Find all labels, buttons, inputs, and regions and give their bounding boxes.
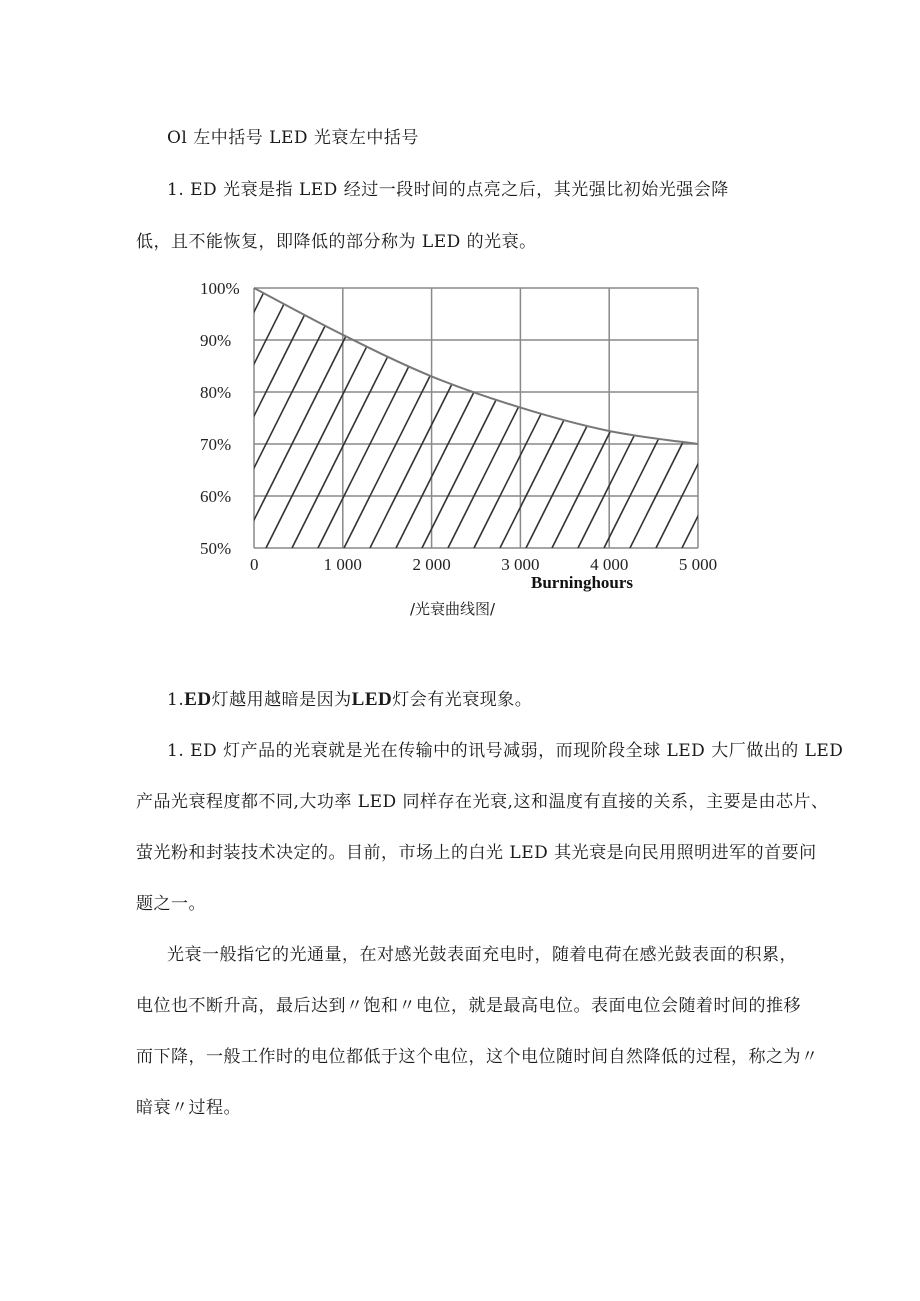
x-axis-label: Burninghours	[531, 573, 634, 592]
hatch-line	[196, 276, 202, 548]
paragraph-3-line-2: 产品光衰程度都不同,大功率 LED 同样存在光衰,这和温度有直接的关系，主要是由芯片、	[136, 792, 829, 812]
x-tick-label: 0	[250, 555, 259, 574]
paragraph-4-line-1: 光衰一般指它的光通量，在对感光鼓表面充电时，随着电荷在感光鼓表面的积累，	[167, 945, 797, 965]
paragraph-1-line-2: 低，且不能恢复，即降低的部分称为 LED 的光衰。	[136, 232, 537, 252]
hatch-line	[196, 276, 254, 548]
chart-grid	[254, 288, 698, 548]
x-tick-label: 5 000	[678, 555, 718, 574]
hatch-line	[682, 276, 726, 548]
x-tick-label: 4 000	[590, 555, 629, 574]
section-heading: Ol 左中括号 LED 光衰左中括号	[167, 128, 419, 148]
y-tick-label: 80%	[200, 383, 232, 402]
x-tick-label: 1 000	[323, 555, 362, 574]
hatch-line	[578, 276, 726, 548]
hatch-line	[396, 276, 566, 548]
y-tick-label: 100%	[200, 279, 240, 298]
p2-number: 1.	[167, 690, 185, 710]
p2-bold-1: ED	[184, 689, 212, 710]
p2-bold-2: LED	[351, 689, 393, 710]
paragraph-4-line-2: 电位也不断升高，最后达到〃饱和〃电位，就是最高电位。表面电位会随着时间的推移	[136, 996, 801, 1016]
y-tick-label: 50%	[200, 539, 232, 558]
y-tick-label: 60%	[200, 487, 232, 506]
light-decay-chart	[196, 276, 726, 596]
paragraph-1-line-1: 1. ED 光衰是指 LED 经过一段时间的点亮之后，其光强比初始光强会降	[167, 180, 729, 200]
paragraph-2	[167, 690, 532, 710]
hatch-line	[344, 276, 514, 548]
hatch-line	[630, 276, 726, 548]
paragraph-4-line-4: 暗衰〃过程。	[136, 1098, 241, 1118]
hatch-line	[370, 276, 540, 548]
x-tick-label: 2 000	[412, 555, 451, 574]
hatch-line	[292, 276, 462, 548]
hatch-line	[266, 276, 436, 548]
hatch-line	[196, 276, 280, 548]
paragraph-3-line-1: 1. ED 灯产品的光衰就是光在传输中的讯号减弱，而现阶段全球 LED 大厂做出的 LED	[167, 741, 844, 761]
hatch-line	[552, 276, 722, 548]
hatched-area	[196, 276, 726, 548]
hatch-line	[214, 276, 384, 548]
x-axis-ticks	[250, 555, 717, 574]
x-tick-label: 3 000	[501, 555, 540, 574]
hatch-line	[196, 276, 228, 548]
hatch-line	[604, 276, 726, 548]
hatch-line	[656, 276, 726, 548]
hatch-line	[708, 276, 726, 548]
paragraph-3-line-4: 题之一。	[136, 894, 206, 914]
hatch-line	[474, 276, 644, 548]
hatch-line	[526, 276, 696, 548]
hatch-line	[240, 276, 410, 548]
decay-curve	[254, 288, 698, 444]
p2-text-2: 灯会有光衰现象。	[392, 690, 533, 710]
y-tick-label: 90%	[200, 331, 232, 350]
hatch-line	[196, 276, 306, 548]
figure-caption: /光衰曲线图/	[410, 600, 496, 618]
paragraph-4-line-3: 而下降，一般工作时的电位都低于这个电位，这个电位随时间自然降低的过程，称之为〃	[136, 1047, 819, 1067]
paragraph-3-line-3: 萤光粉和封装技术决定的。目前，市场上的白光 LED 其光衰是向民用照明进军的首要问	[136, 843, 817, 863]
y-tick-label: 70%	[200, 435, 232, 454]
p2-text-1: 灯越用越暗是因为	[211, 690, 352, 710]
hatch-line	[422, 276, 592, 548]
y-axis-ticks	[200, 279, 240, 558]
hatch-line	[500, 276, 670, 548]
